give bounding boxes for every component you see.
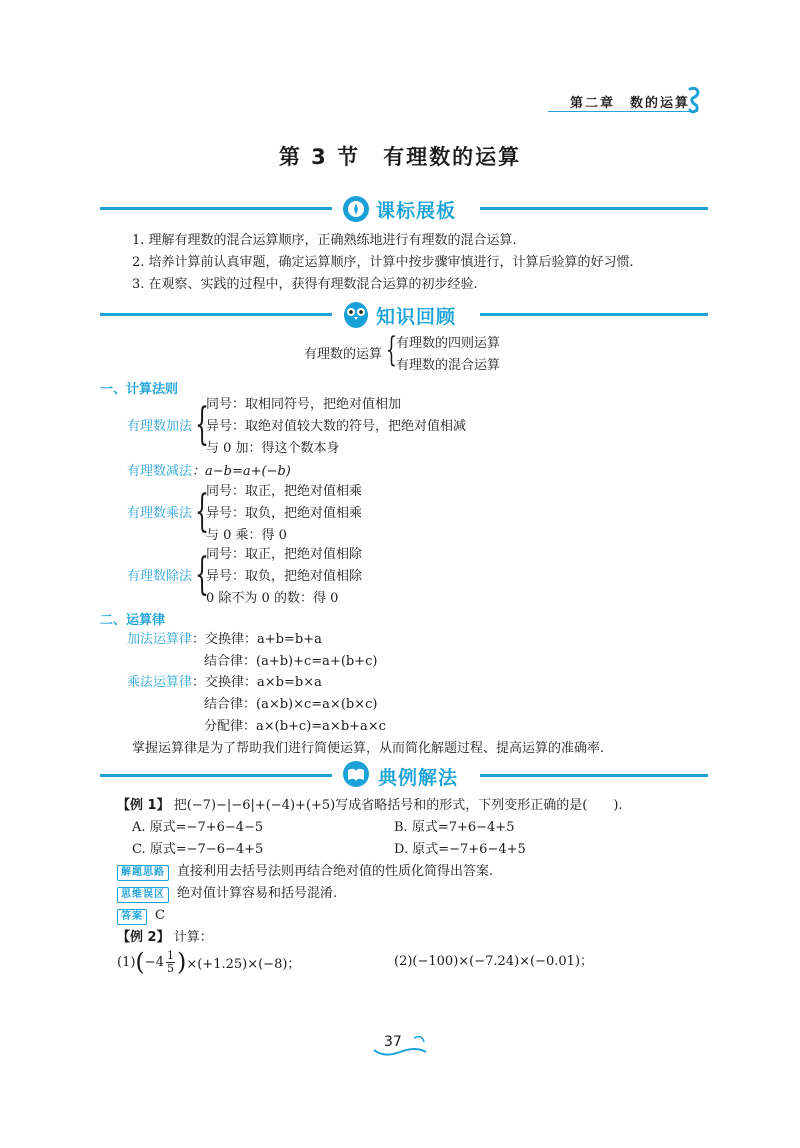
banner-rule-right <box>480 207 708 210</box>
example1-text: 把(−7)−|−6|+(−4)+(+5)写成省略括号和的形式，下列变形正确的是( ). <box>173 798 623 813</box>
laws-summary: 掌握运算律是为了帮助我们进行简便运算，从而简化解题过程、提高运算的准确率. <box>132 741 605 756</box>
book-icon <box>342 760 372 788</box>
add-label: 有理数加法 <box>127 419 193 434</box>
section-title-kbzb: 课标展板 <box>376 200 457 222</box>
div-rule-3: 0 除不为 0 的数：得 0 <box>206 591 339 606</box>
goal-3: 3. 在观察、实践的过程中，获得有理数混合运算的初步经验. <box>132 277 478 292</box>
example1-label: 【例 1】 <box>117 798 170 813</box>
mul-label: 有理数乘法 <box>127 506 193 521</box>
solution-idea-tag: 解题思路 <box>117 865 169 881</box>
review-label: 有理数的运算 <box>304 347 383 362</box>
div-label: 有理数除法 <box>127 569 193 584</box>
mul-rule-3: 与 0 乘：得 0 <box>206 528 287 543</box>
paren-open: ( <box>135 948 145 976</box>
example2-part2: (2)(−100)×(−7.24)×(−0.01)； <box>394 954 594 969</box>
banner-rule-left <box>100 313 332 316</box>
example2-text: 计算： <box>173 930 213 945</box>
banner-rule-right <box>480 313 708 316</box>
mul-law-comm-text: ：交换律：a×b=b×a <box>192 675 322 690</box>
banner-rule-left <box>100 207 332 210</box>
add-rule-1: 同号：取相同符号，把绝对值相加 <box>206 397 402 412</box>
paren-close: ) <box>176 948 187 976</box>
mul-law-label: 乘法运算律 <box>127 675 193 690</box>
add-law-comm-text: ：交换律：a+b=b+a <box>192 632 322 647</box>
solution-idea <box>117 861 493 883</box>
solution-idea-text: 直接利用去括号法则再结合绝对值的性质化简得出答案. <box>177 864 494 879</box>
example2-label: 【例 2】 <box>117 930 170 945</box>
sub-formula: ：a−b=a+(−b) <box>192 464 291 479</box>
brace: { <box>195 399 209 450</box>
sub-rule <box>127 461 291 483</box>
add-law-comm <box>127 629 322 651</box>
owl-icon <box>342 299 370 329</box>
mul-rule-1: 同号：取正，把绝对值相乘 <box>206 484 363 499</box>
fraction-numerator: 1 <box>166 948 174 962</box>
mistake-text: 绝对值计算容易和括号混淆. <box>177 886 338 901</box>
section-title-dljf: 典例解法 <box>378 767 459 789</box>
mixed-whole: −4 <box>144 954 164 970</box>
div-rule-1: 同号：取正，把绝对值相除 <box>206 547 363 562</box>
rules-heading: 一、计算法则 <box>100 382 179 397</box>
section-title-zshg: 知识回顾 <box>376 306 457 328</box>
example1-question <box>117 795 623 817</box>
brace: { <box>386 330 397 370</box>
answer-text: C <box>155 908 165 923</box>
add-rule-3: 与 0 加：得这个数本身 <box>206 441 340 456</box>
answer-tag: 答案 <box>117 909 147 925</box>
option-b: B. 原式=7+6−4+5 <box>394 820 515 835</box>
div-rule-2: 异号：取负，把绝对值相除 <box>206 569 363 584</box>
option-a: A. 原式=−7+6−4−5 <box>132 820 264 835</box>
sub-label: 有理数减法 <box>127 464 193 479</box>
option-d: D. 原式=−7+6−4+5 <box>394 842 526 857</box>
review-item-2: 有理数的混合运算 <box>396 358 501 373</box>
fraction <box>166 950 175 975</box>
goal-2: 2. 培养计算前认真审题，确定运算顺序，计算中按步骤审慎进行，计算后验算的好习惯. <box>132 255 634 270</box>
page-title: 第 3 节 有理数的运算 <box>278 145 522 169</box>
chapter-header: 第二章 数的运算 <box>570 96 691 111</box>
banner-rule-left <box>100 774 332 777</box>
mul-law-assoc: 结合律：(a×b)×c=a×(b×c) <box>204 697 378 712</box>
seahorse-icon <box>682 86 704 114</box>
compass-icon <box>342 195 370 223</box>
goal-1: 1. 理解有理数的混合运算顺序，正确熟练地进行有理数的混合运算. <box>132 233 517 248</box>
answer-line <box>117 905 165 927</box>
header-rule <box>548 111 698 112</box>
mul-rule-2: 异号：取负，把绝对值相乘 <box>206 506 363 521</box>
mistake-tag: 思维误区 <box>117 887 169 903</box>
example2-heading <box>117 927 213 949</box>
mistake-note <box>117 883 337 905</box>
add-law-label: 加法运算律 <box>127 632 193 647</box>
page-number: 37 <box>384 1034 402 1050</box>
example2-part1 <box>117 947 300 977</box>
part1-prefix: (1) <box>117 954 136 970</box>
fraction-denominator: 5 <box>166 961 174 975</box>
review-item-1: 有理数的四则运算 <box>396 336 501 351</box>
add-law-assoc: 结合律：(a+b)+c=a+(b+c) <box>204 654 378 669</box>
banner-rule-right <box>480 774 708 777</box>
brace: { <box>195 549 209 600</box>
mul-law-comm <box>127 672 322 694</box>
part1-rest: ×(+1.25)×(−8)； <box>186 956 301 972</box>
laws-heading: 二、运算律 <box>100 613 166 628</box>
option-c: C. 原式=−7−6−4+5 <box>132 842 264 857</box>
mul-law-dist: 分配律：a×(b+c)=a×b+a×c <box>204 719 386 734</box>
brace: { <box>195 486 209 537</box>
add-rule-2: 异号：取绝对值较大数的符号，把绝对值相减 <box>206 419 467 434</box>
